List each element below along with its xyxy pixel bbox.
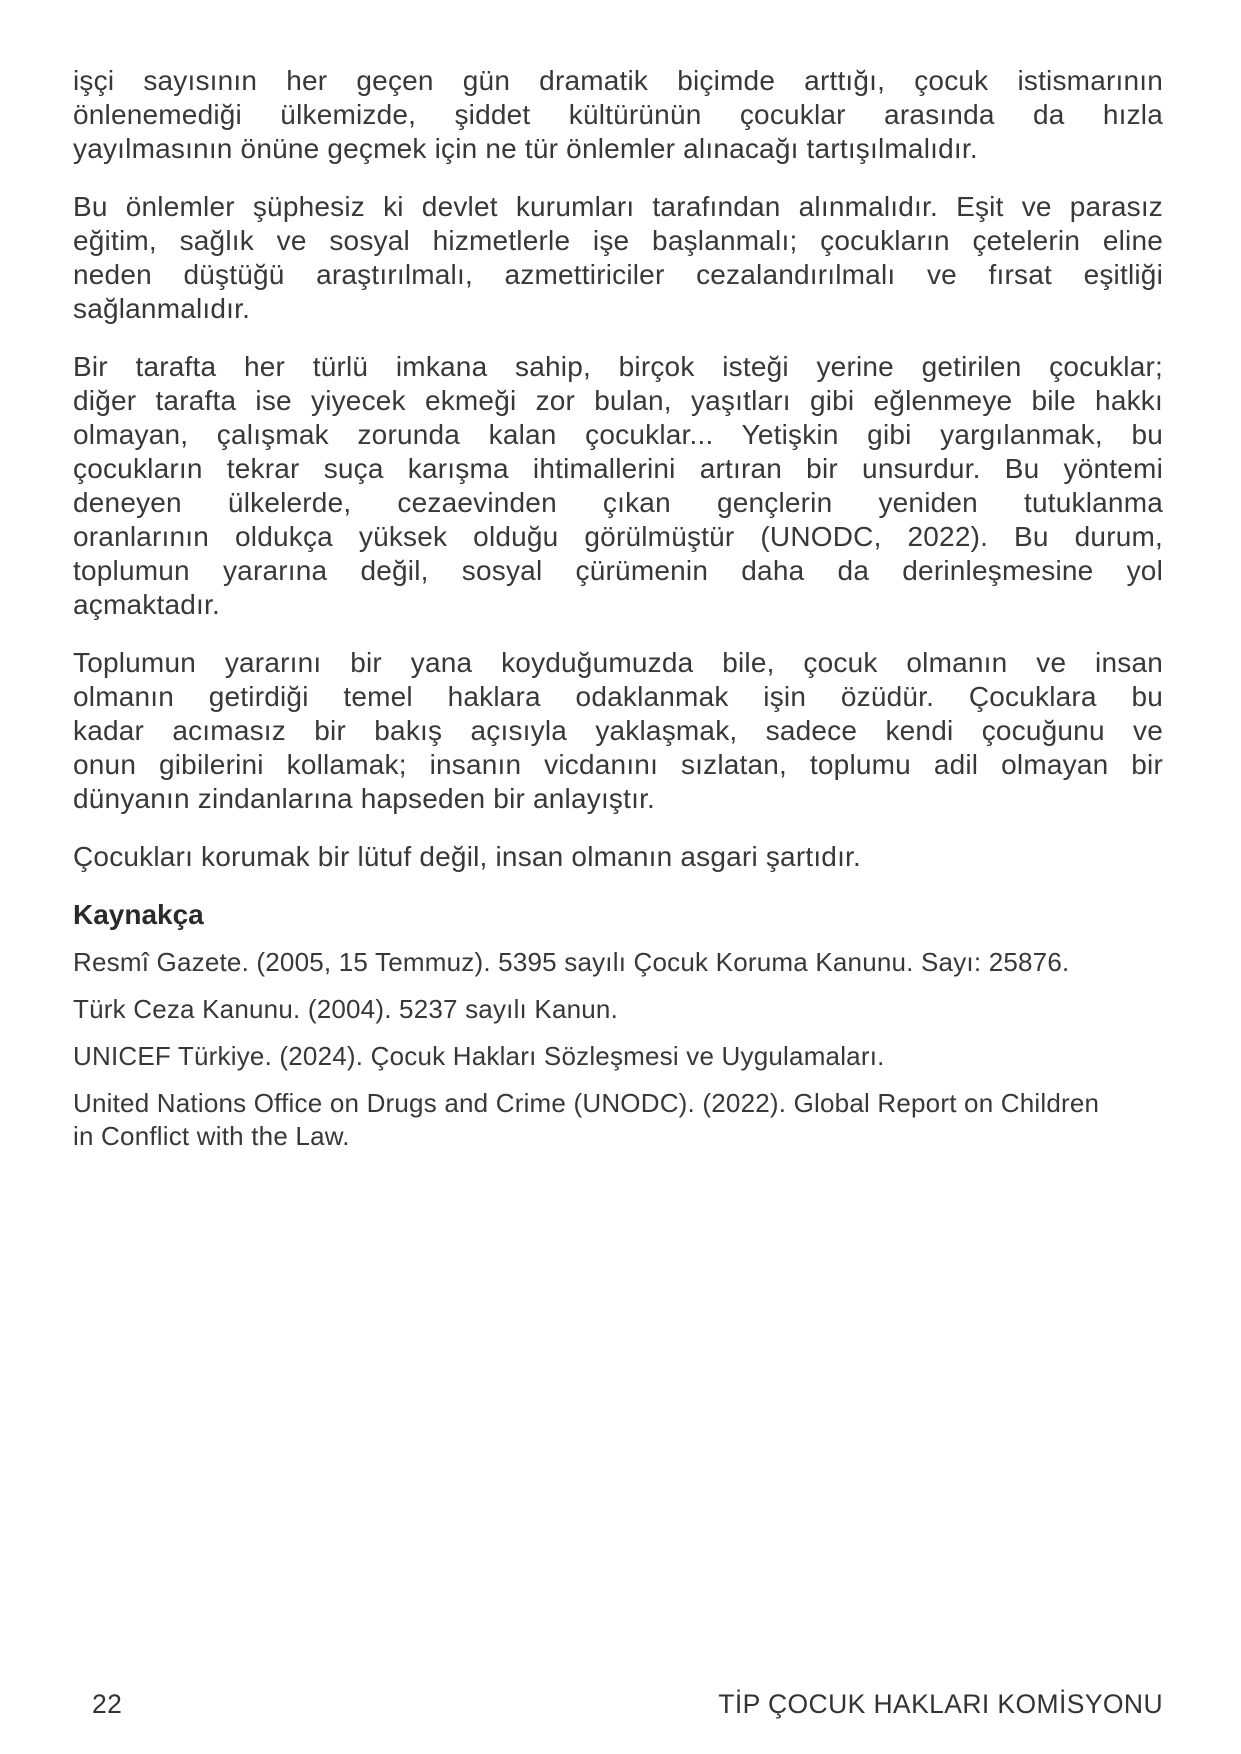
paragraph-line: yayılmasının önüne geçmek için ne tür önlemler alınacağı tartışılmalıdır. [73,133,978,164]
paragraph-line: kadar acımasız bir bakış açısıyla yaklaşmak, sadece kendi çocuğunu ve [73,715,1163,746]
paragraph-line: diğer tarafta ise yiyecek ekmeği zor bulan, yaşıtları gibi eğlenmeye bile hakkı [73,385,1163,416]
paragraph-line: neden düştüğü araştırılmalı, azmettiriciler cezalandırılmalı ve fırsat eşitliği [73,259,1163,290]
paragraph-line: dünyanın zindanlarına hapseden bir anlayıştır. [73,783,656,814]
page-footer [73,1689,1163,1720]
paragraph-line: olmayan, çalışmak zorunda kalan çocuklar... Yetişkin gibi yargılanmak, bu [73,419,1163,450]
paragraph-line: toplumun yararına değil, sosyal çürümenin daha da derinleşmesine yol [73,555,1163,586]
paragraph-line: sağlanmalıdır. [73,293,251,324]
body-paragraph [73,646,1163,816]
paragraphs-container [73,64,1163,874]
reference-entry [73,1087,1163,1153]
paragraph-line: çocukların tekrar suça karışma ihtimallerini artıran bir unsurdur. Bu yöntemi [73,453,1163,484]
paragraph-line: Çocukları korumak bir lütuf değil, insan olmanın asgari şartıdır. [73,841,862,872]
paragraph-line: olmanın getirdiği temel haklara odaklanmak işin özüdür. Çocuklara bu [73,681,1163,712]
paragraph-line: oranlarının oldukça yüksek olduğu görülmüştür (UNODC, 2022). Bu durum, [73,521,1163,552]
paragraph-line: deneyen ülkelerde, cezaevinden çıkan gençlerin yeniden tutuklanma [73,487,1163,518]
paragraph-line: Toplumun yararını bir yana koyduğumuzda bile, çocuk olmanın ve insan [73,647,1163,678]
paragraph-line: onun gibilerini kollamak; insanın vicdanını sızlatan, toplumu adil olmayan bir [73,749,1163,780]
page-number: 22 [92,1689,123,1719]
body-paragraph [73,350,1163,622]
paragraph-line: eğitim, sağlık ve sosyal hizmetlerle işe başlanmalı; çocukların çetelerin eline [73,225,1163,256]
references-list [73,946,1163,1153]
paragraph-line: Bir tarafta her türlü imkana sahip, birçok isteği yerine getirilen çocuklar; [73,351,1163,382]
paragraph-line: açmaktadır. [73,589,220,620]
reference-entry [73,946,1163,979]
footer-committee-name: TİP ÇOCUK HAKLARI KOMİSYONU [718,1689,1163,1719]
reference-entry [73,993,1163,1026]
paragraph-line: Bu önlemler şüphesiz ki devlet kurumları tarafından alınmalıdır. Eşit ve parasız [73,191,1163,222]
reference-line: United Nations Office on Drugs and Crime (UNODC). (2022). Global Report on Children [73,1088,1100,1118]
reference-line: UNICEF Türkiye. (2024). Çocuk Hakları Sözleşmesi ve Uygulamaları. [73,1041,885,1071]
article-body [73,64,1163,1167]
reference-line: Türk Ceza Kanunu. (2004). 5237 sayılı Kanun. [73,994,619,1024]
body-paragraph [73,64,1163,166]
paragraph-line: işçi sayısının her geçen gün dramatik biçimde arttığı, çocuk istismarının [73,65,1163,96]
paragraph-line: önlenemediği ülkemizde, şiddet kültürünün çocuklar arasında da hızla [73,99,1163,130]
reference-entry [73,1040,1163,1073]
reference-line: Resmî Gazete. (2005, 15 Temmuz). 5395 sayılı Çocuk Koruma Kanunu. Sayı: 25876. [73,947,1070,977]
reference-line: in Conflict with the Law. [73,1121,350,1151]
body-paragraph [73,190,1163,326]
references-heading: Kaynakça [73,899,204,930]
body-paragraph [73,840,1163,874]
